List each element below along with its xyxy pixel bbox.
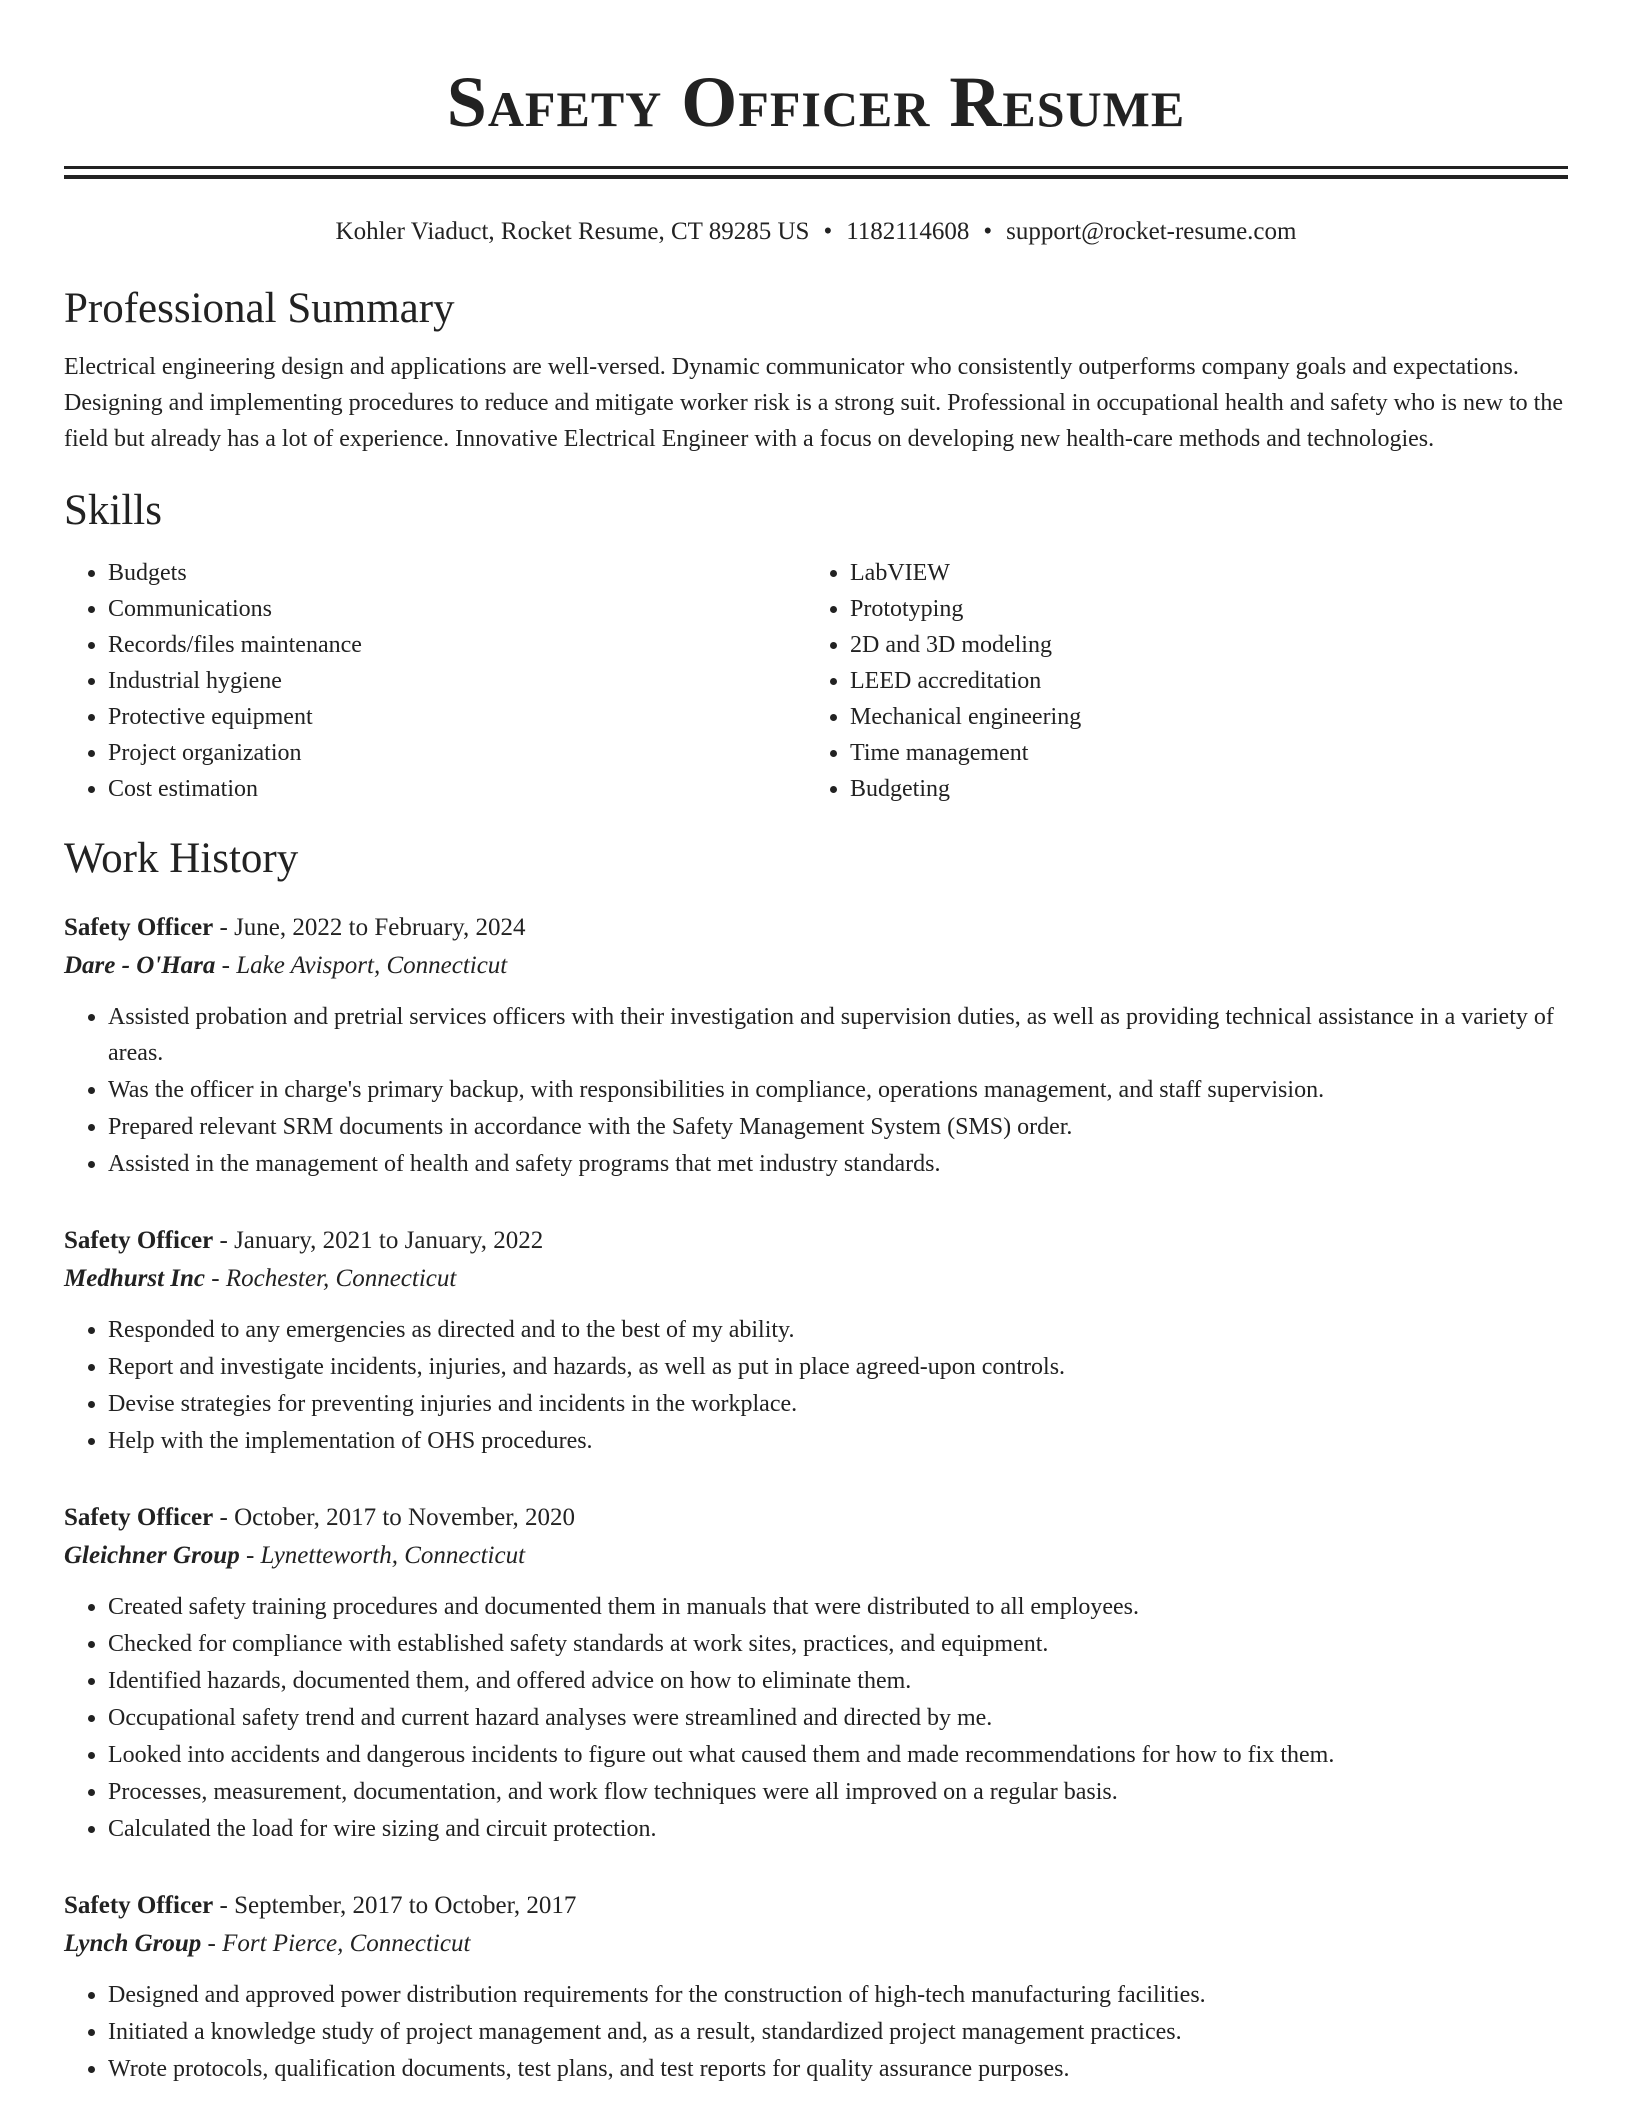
skills-heading: Skills <box>64 487 162 534</box>
job-location: Lake Avisport, Connecticut <box>236 952 508 979</box>
job-company: Lynch Group <box>64 1930 202 1957</box>
contact-email: support@rocket-resume.com <box>1006 218 1297 245</box>
job-bullet: • Assisted probation and pretrial services officers with their investigation and supervision duties, as well as providing technical assistance in a variety of areas. <box>108 999 1568 1071</box>
job-bullet: • Initiated a knowledge study of project management and, as a result, standardized project management practices. <box>108 2014 1568 2050</box>
skill-item: • Mechanical engineering <box>850 699 1081 735</box>
job-dash: - <box>213 914 235 941</box>
job-role: Safety Officer <box>64 1892 214 1919</box>
job-bullet: • Processes, measurement, documentation, and work flow techniques were all improved on a regular basis. <box>108 1774 1568 1810</box>
title-divider-top <box>64 166 1568 169</box>
job-bullet: • Occupational safety trend and current hazard analyses were streamlined and directed by me. <box>108 1700 1568 1736</box>
skill-item: • Budgets <box>108 555 806 591</box>
contact-separator: • <box>983 218 993 245</box>
job-bullet: • Responded to any emergencies as directed and to the best of my ability. <box>108 1312 1568 1348</box>
job-entry <box>64 909 1568 1182</box>
skill-item: • Project organization <box>108 735 806 771</box>
job-bullet: • Report and investigate incidents, injuries, and hazards, as well as put in place agreed-upon controls. <box>108 1349 1568 1385</box>
skill-item: • Cost estimation <box>108 771 806 807</box>
job-dates: January, 2021 to January, 2022 <box>234 1227 544 1254</box>
job-company: Dare - O'Hara <box>64 952 216 979</box>
job-location: Lynetteworth, Connecticut <box>260 1542 526 1569</box>
skill-item: • Communications <box>108 591 806 627</box>
job-dates: June, 2022 to February, 2024 <box>234 914 526 941</box>
job-bullet: • Created safety training procedures and documented them in manuals that were distributed to all employees. <box>108 1589 1568 1625</box>
job-entry <box>64 1499 1568 1847</box>
skill-item: • LabVIEW <box>850 555 1081 591</box>
job-company-line <box>64 1925 1568 1963</box>
skills-column-right <box>806 555 1081 807</box>
job-bullet: • Identified hazards, documented them, and offered advice on how to eliminate them. <box>108 1663 1568 1699</box>
job-location: Rochester, Connecticut <box>225 1265 457 1292</box>
job-role: Safety Officer <box>64 1227 214 1254</box>
skill-item: • Budgeting <box>850 771 1081 807</box>
skill-item: • Prototyping <box>850 591 1081 627</box>
summary-text: Electrical engineering design and applications are well-versed. Dynamic communicator who consistently outperforms company goals and expectations. Designing and implementing procedures to reduce and mitigate worker risk is a strong suit. Professional in occupational health and safety who is new to the field but already has a lot of experience. Innovative Electrical Engineer with a focus on developing new health-care methods and technologies. <box>64 354 1563 452</box>
job-title-line <box>64 909 1568 947</box>
job-location: Fort Pierce, Connecticut <box>222 1930 471 1957</box>
contact-phone: 1182114608 <box>846 218 970 245</box>
job-title-line <box>64 1887 1568 1925</box>
job-bullet: • Assisted in the management of health and safety programs that met industry standards. <box>108 1146 1568 1182</box>
job-dates: October, 2017 to November, 2020 <box>234 1504 576 1531</box>
job-role: Safety Officer <box>64 914 214 941</box>
skill-item: • Industrial hygiene <box>108 663 806 699</box>
job-company-line <box>64 1537 1568 1575</box>
job-dash: - <box>213 1892 235 1919</box>
job-bullet: • Was the officer in charge's primary backup, with responsibilities in compliance, operations management, and staff supervision. <box>108 1072 1568 1108</box>
job-bullet: • Looked into accidents and dangerous incidents to figure out what caused them and made recommendations for how to fix them. <box>108 1737 1568 1773</box>
contact-address: Kohler Viaduct, Rocket Resume, CT 89285 US <box>335 218 810 245</box>
title-divider-bottom <box>64 175 1568 179</box>
job-bullet: • Wrote protocols, qualification documents, test plans, and test reports for quality assurance purposes. <box>108 2051 1568 2087</box>
skill-item: • Protective equipment <box>108 699 806 735</box>
job-title-line <box>64 1222 1568 1260</box>
job-company-line <box>64 947 1568 985</box>
contact-info <box>64 215 1568 249</box>
summary-heading: Professional Summary <box>64 285 455 332</box>
skills-column-left <box>64 555 806 807</box>
job-bullet: • Designed and approved power distribution requirements for the construction of high-tech manufacturing facilities. <box>108 1977 1568 2013</box>
contact-separator: • <box>823 218 833 245</box>
job-entry <box>64 1222 1568 1459</box>
job-dash: - <box>239 1542 261 1569</box>
skill-item: • Time management <box>850 735 1081 771</box>
skill-item: • Records/files maintenance <box>108 627 806 663</box>
job-bullet: • Prepared relevant SRM documents in accordance with the Safety Management System (SMS) order. <box>108 1109 1568 1145</box>
job-dash: - <box>213 1504 235 1531</box>
job-bullet: • Devise strategies for preventing injuries and incidents in the workplace. <box>108 1386 1568 1422</box>
job-dash: - <box>201 1930 223 1957</box>
skills-list <box>64 555 1568 807</box>
job-bullets <box>64 999 1568 1182</box>
job-bullets <box>64 1589 1568 1847</box>
job-bullets <box>64 1312 1568 1459</box>
skill-item: • LEED accreditation <box>850 663 1081 699</box>
skill-item: • 2D and 3D modeling <box>850 627 1081 663</box>
job-entry <box>64 1887 1568 2087</box>
job-dash: - <box>213 1227 235 1254</box>
work-history-heading: Work History <box>64 835 299 882</box>
job-company-line <box>64 1260 1568 1298</box>
job-company: Gleichner Group <box>64 1542 240 1569</box>
job-dates: September, 2017 to October, 2017 <box>234 1892 577 1919</box>
job-bullet: • Calculated the load for wire sizing and circuit protection. <box>108 1811 1568 1847</box>
job-role: Safety Officer <box>64 1504 214 1531</box>
job-dash: - <box>205 1265 226 1292</box>
job-bullet: • Checked for compliance with established safety standards at work sites, practices, and equipment. <box>108 1626 1568 1662</box>
job-dash: - <box>215 952 237 979</box>
job-company: Medhurst Inc <box>64 1265 206 1292</box>
job-bullet: • Help with the implementation of OHS procedures. <box>108 1423 1568 1459</box>
resume-title: Safety Officer Resume <box>446 62 1186 142</box>
job-bullets <box>64 1977 1568 2087</box>
job-title-line <box>64 1499 1568 1537</box>
